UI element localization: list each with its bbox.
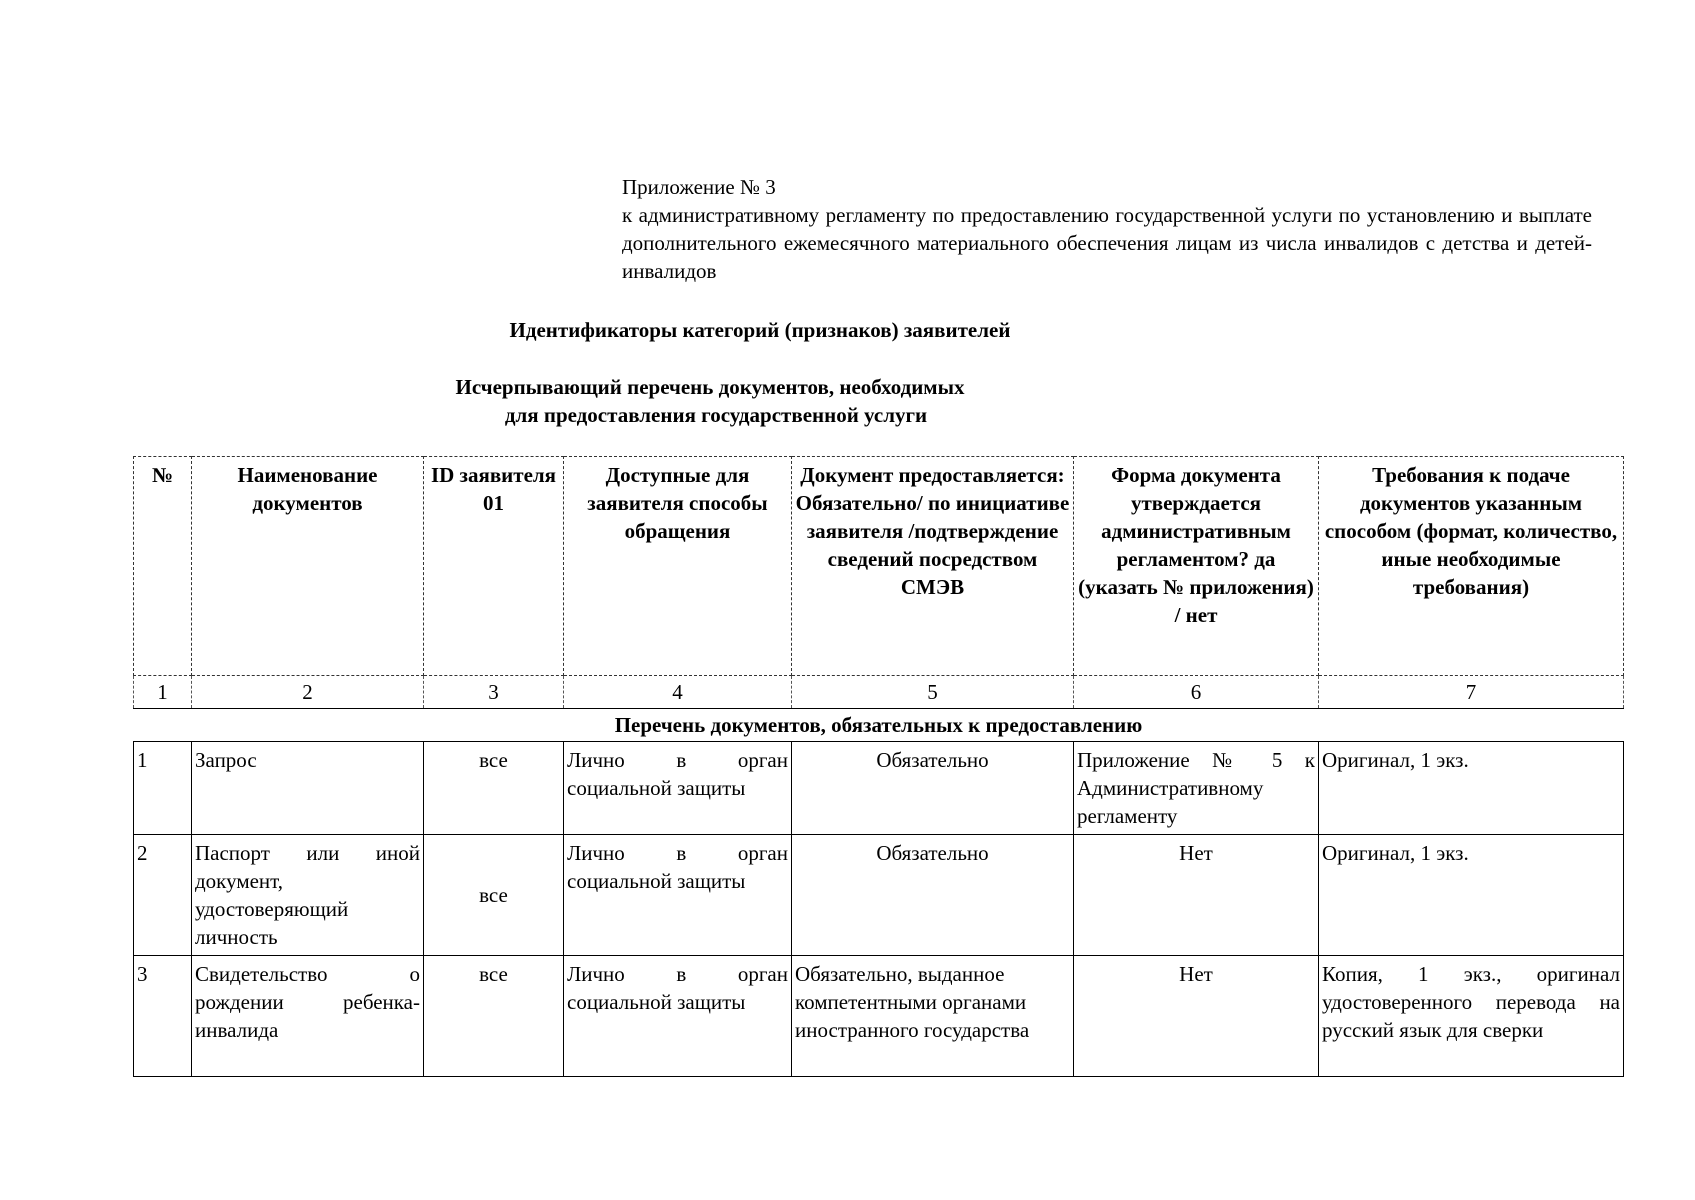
column-number: 3 bbox=[424, 676, 564, 709]
table-header-row bbox=[134, 457, 1624, 676]
row-applicant-id: все bbox=[424, 956, 564, 1077]
row-document-form: Нет bbox=[1074, 835, 1319, 956]
documents-list-title bbox=[0, 373, 1420, 429]
categories-title: Идентификаторы категорий (признаков) заявителей bbox=[509, 318, 1011, 342]
header-requirements: Требования к подаче документов указанным способом (формат, количество, иные необходимые требования) bbox=[1319, 457, 1624, 676]
row-document-name: Запрос bbox=[192, 742, 424, 835]
row-application-method: Лично в орган социальной защиты bbox=[564, 742, 792, 835]
row-document-form: Нет bbox=[1074, 956, 1319, 1077]
row-application-method: Лично в орган социальной защиты bbox=[564, 835, 792, 956]
header-applicant-id: ID заявителя 01 bbox=[424, 457, 564, 676]
table-row bbox=[134, 835, 1624, 956]
documents-list-title-line1: Исчерпывающий перечень документов, необходимых bbox=[455, 375, 965, 399]
header-document-provided: Документ предоставляется: Обязательно/ по инициативе заявителя /подтверждение сведений посредством СМЭВ bbox=[792, 457, 1074, 676]
row-document-provided: Обязательно bbox=[792, 835, 1074, 956]
appendix-number: Приложение № 3 bbox=[622, 175, 776, 199]
section-row bbox=[134, 709, 1624, 742]
header-application-methods: Доступные для заявителя способы обращения bbox=[564, 457, 792, 676]
row-document-name: Свидетельство о рождении ребенка-инвалида bbox=[192, 956, 424, 1077]
row-applicant-id: все bbox=[424, 742, 564, 835]
row-number: 2 bbox=[134, 835, 192, 956]
column-number: 6 bbox=[1074, 676, 1319, 709]
documents-list-title-line2: для предоставления государственной услуги bbox=[504, 403, 928, 427]
header-document-name: Наименование документов bbox=[192, 457, 424, 676]
row-document-provided: Обязательно, выданное компетентными органами иностранного государства bbox=[792, 956, 1074, 1077]
table-row bbox=[134, 742, 1624, 835]
row-document-form: Приложение № 5 к Административному регламенту bbox=[1074, 742, 1319, 835]
column-number: 7 bbox=[1319, 676, 1624, 709]
appendix-heading bbox=[622, 173, 1592, 285]
row-requirements: Копия, 1 экз., оригинал удостоверенного перевода на русский язык для сверки bbox=[1319, 956, 1624, 1077]
row-document-name: Паспорт или иной документ, удостоверяющий личность bbox=[192, 835, 424, 956]
column-number: 5 bbox=[792, 676, 1074, 709]
row-application-method: Лично в орган социальной защиты bbox=[564, 956, 792, 1077]
column-numbers-row bbox=[134, 676, 1624, 709]
section-title: Перечень документов, обязательных к предоставлению bbox=[134, 709, 1624, 742]
table-row bbox=[134, 956, 1624, 1077]
column-number: 4 bbox=[564, 676, 792, 709]
row-requirements: Оригинал, 1 экз. bbox=[1319, 835, 1624, 956]
row-number: 1 bbox=[134, 742, 192, 835]
row-requirements: Оригинал, 1 экз. bbox=[1319, 742, 1624, 835]
row-document-provided: Обязательно bbox=[792, 742, 1074, 835]
appendix-description: к административному регламенту по предоставлению государственной услуги по установлению и выплате дополнительного ежемесячного материального обеспечения лицам из числа инвалидов с детства и детей-инвалидов bbox=[622, 203, 1592, 283]
row-applicant-id: все bbox=[424, 835, 564, 956]
header-document-form: Форма документа утверждается административным регламентом? да (указать № приложения) / нет bbox=[1074, 457, 1319, 676]
column-number: 1 bbox=[134, 676, 192, 709]
row-number: 3 bbox=[134, 956, 192, 1077]
header-number: № bbox=[134, 457, 192, 676]
documents-table bbox=[133, 456, 1624, 1077]
column-number: 2 bbox=[192, 676, 424, 709]
